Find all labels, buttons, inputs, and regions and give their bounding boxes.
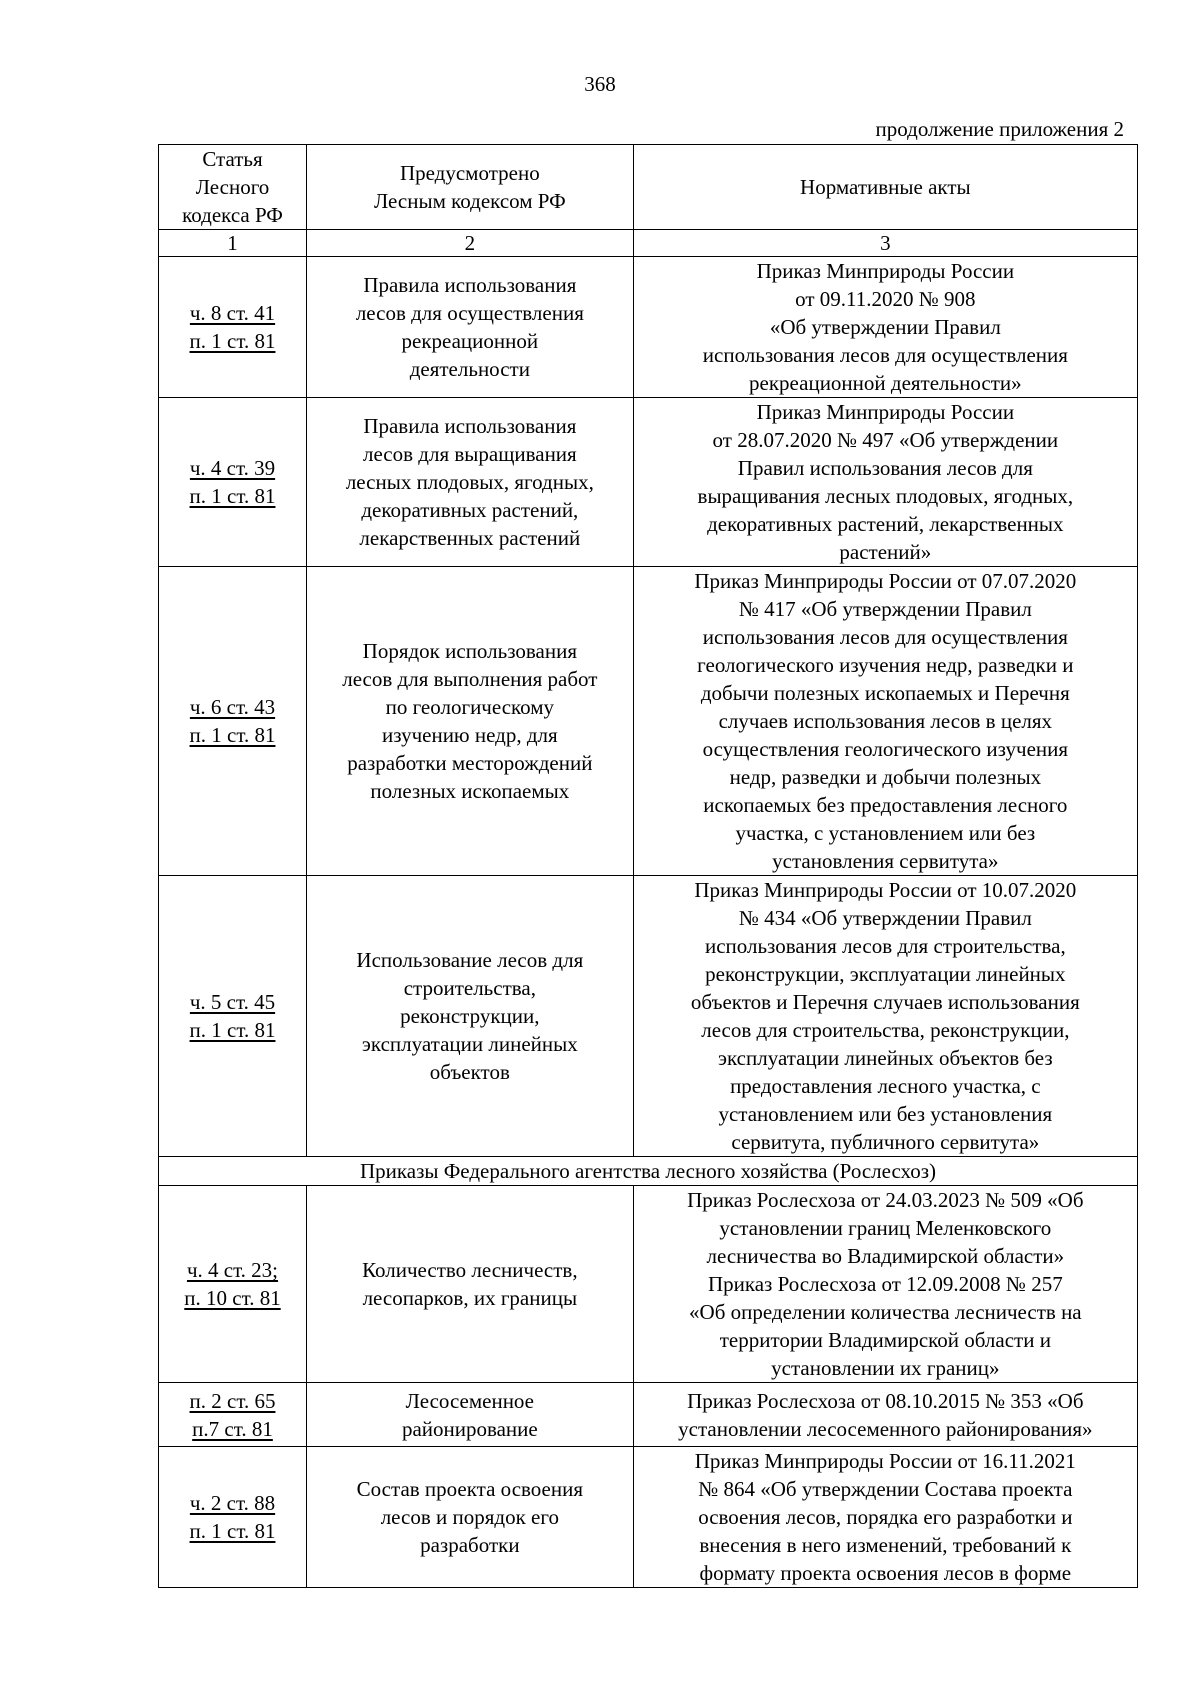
section-heading-row (159, 1157, 1138, 1186)
article-cell (159, 398, 307, 567)
article-cell (159, 567, 307, 876)
article-cell (159, 876, 307, 1157)
header-row (159, 145, 1138, 230)
table-row (159, 876, 1138, 1157)
table-row (159, 398, 1138, 567)
section-title: Приказы Федерального агентства лесного хозяйства (Рослесхоз) (159, 1157, 1138, 1186)
article-link[interactable]: ч. 8 ст. 41 (189, 301, 276, 325)
article-cell (159, 1186, 307, 1383)
article-link[interactable]: п. 1 ст. 81 (189, 723, 276, 747)
column-number: 1 (159, 230, 307, 257)
column-number: 2 (307, 230, 634, 257)
article-cell (159, 1383, 307, 1447)
regulations-table (158, 144, 1138, 1588)
page-number: 368 (584, 72, 616, 96)
article-link[interactable]: ч. 4 ст. 23; (186, 1258, 279, 1282)
article-cell (159, 257, 307, 398)
provided-cell: Правила использования лесов для выращивания лесных плодовых, ягодных, декоративных растений, лекарственных растений (307, 398, 634, 567)
provided-cell: Использование лесов для строительства, реконструкции, эксплуатации линейных объектов (307, 876, 634, 1157)
provided-cell: Количество лесничеств, лесопарков, их границы (307, 1186, 634, 1383)
article-link[interactable]: п. 1 ст. 81 (189, 1519, 276, 1543)
column-number: 3 (633, 230, 1137, 257)
article-link[interactable]: п. 1 ст. 81 (189, 1018, 276, 1042)
article-link[interactable]: ч. 6 ст. 43 (189, 695, 276, 719)
column-number-row (159, 230, 1138, 257)
article-cell (159, 1447, 307, 1588)
header-provided: Предусмотрено Лесным кодексом РФ (307, 145, 634, 230)
acts-cell: Приказ Рослесхоза от 24.03.2023 № 509 «Об установлении границ Меленковского лесничества во Владимирской области» Приказ Рослесхоза от 12.09.2008 № 257 «Об определении количества лесничеств на территории Владимирской области и установлении их границ» (633, 1186, 1137, 1383)
table-row (159, 1186, 1138, 1383)
article-link[interactable]: п. 2 ст. 65 (189, 1388, 276, 1413)
article-link[interactable]: ч. 5 ст. 45 (189, 990, 276, 1014)
article-link[interactable]: ч. 2 ст. 88 (189, 1491, 276, 1515)
provided-cell: Состав проекта освоения лесов и порядок его разработки (307, 1447, 634, 1588)
article-link[interactable]: п.7 ст. 81 (192, 1416, 273, 1441)
table-row (159, 1447, 1138, 1588)
acts-cell: Приказ Минприроды России от 09.11.2020 № 908 «Об утверждении Правил использования лесов для осуществления рекреационной деятельности» (633, 257, 1137, 398)
article-link[interactable]: ч. 4 ст. 39 (189, 456, 276, 480)
header-acts: Нормативные акты (633, 145, 1137, 230)
header-article: Статья Лесного кодекса РФ (159, 145, 307, 230)
acts-cell: Приказ Минприроды России от 07.07.2020 № 417 «Об утверждении Правил использования лесов для осуществления геологического изучения недр, разведки и добычи полезных ископаемых и Перечня случаев использования лесов в целях осуществления геологического изучения недр, разведки и добычи полезных ископаемых без предоставления лесного участка, с установлением или без установления сервитута» (633, 567, 1137, 876)
provided-cell: Правила использования лесов для осуществления рекреационной деятельности (307, 257, 634, 398)
article-link[interactable]: п. 1 ст. 81 (189, 329, 276, 353)
provided-cell: Лесосеменное районирование (307, 1383, 634, 1447)
acts-cell: Приказ Рослесхоза от 08.10.2015 № 353 «Об установлении лесосеменного районирования» (633, 1383, 1137, 1447)
article-link[interactable]: п. 1 ст. 81 (189, 484, 276, 508)
table-row (159, 257, 1138, 398)
table-row (159, 1383, 1138, 1447)
continuation-note: продолжение приложения 2 (875, 117, 1124, 141)
table-row (159, 567, 1138, 876)
acts-cell: Приказ Минприроды России от 10.07.2020 № 434 «Об утверждении Правил использования лесов для строительства, реконструкции, эксплуатации линейных объектов и Перечня случаев использования лесов для строительства, реконструкции, эксплуатации линейных объектов без предоставления лесного участка, с установлением или без установления сервитута, публичного сервитута» (633, 876, 1137, 1157)
provided-cell: Порядок использования лесов для выполнения работ по геологическому изучению недр, для разработки месторождений полезных ископаемых (307, 567, 634, 876)
acts-cell: Приказ Минприроды России от 16.11.2021 № 864 «Об утверждении Состава проекта освоения лесов, порядка его разработки и внесения в него изменений, требований к формату проекта освоения лесов в форме (633, 1447, 1137, 1588)
acts-cell: Приказ Минприроды России от 28.07.2020 № 497 «Об утверждении Правил использования лесов для выращивания лесных плодовых, ягодных, декоративных растений, лекарственных растений» (633, 398, 1137, 567)
article-link[interactable]: п. 10 ст. 81 (184, 1286, 281, 1310)
